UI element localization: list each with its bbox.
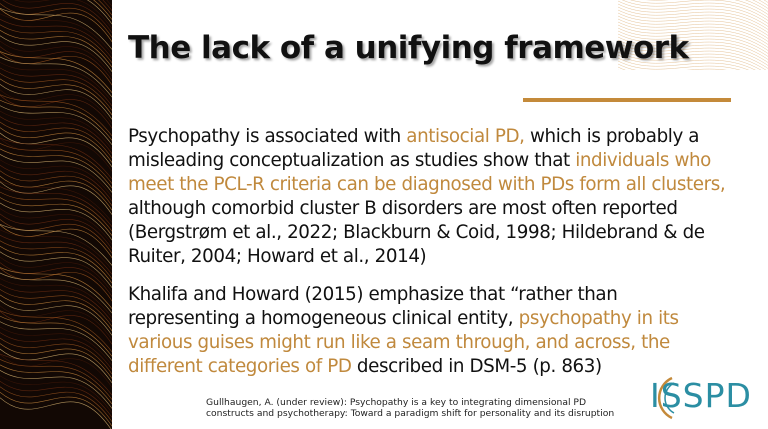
isspd-logo: [642, 372, 764, 422]
paragraph-khalifa-howard-quote: Khalifa and Howard (2015) emphasize that “rather than representing a homogeneous clinical entity, psychopathy in its various guises might run like a seam through, and across, the different categories of PD described in DSM-5 (p. 863): [128, 284, 679, 377]
citation-footnote: Gullhaugen, A. (under review): Psychopathy is a key to integrating dimensional PD constructs and psychotherapy: Toward a paradigm shift for personality and its disruption: [206, 397, 615, 419]
logo-wordmark: ISSPD: [650, 376, 752, 415]
highlight-pcl-r-clusters: individuals who meet the PCL-R criteria can be diagnosed with PDs form all clusters,: [128, 150, 726, 195]
title-underline-rule: [523, 98, 731, 102]
wave-pattern-graphic: [0, 0, 112, 429]
highlight-psychopathy-seam: psychopathy in its various guises might run like a seam through, and across, the different categories of PD: [128, 308, 679, 377]
slide-title: The lack of a unifying framework: [128, 30, 689, 66]
highlight-antisocial-pd: antisocial PD,: [406, 126, 525, 147]
decorative-wave-art-left: [0, 0, 112, 429]
paragraph-antisocial-pd: Psychopathy is associated with antisocial PD, which is probably a misleading conceptualization as studies show that individuals who meet the PCL-R criteria can be diagnosed with PDs form all clusters, although comorbid cluster B disorders are most often reported (Bergstrøm et al., 2022; Blackburn & Coid, 1998; Hildebrand & de Ruiter, 2004; Howard et al., 2014): [128, 126, 726, 267]
